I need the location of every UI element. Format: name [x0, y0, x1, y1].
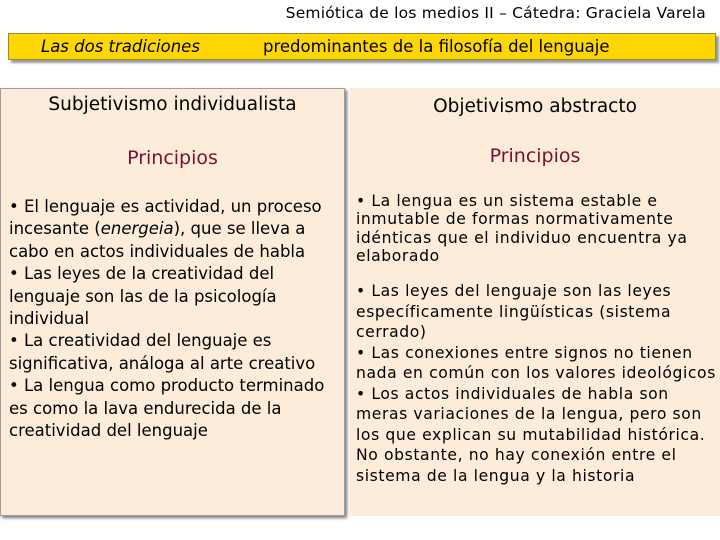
right-bullet-2: • Las leyes del lenguaje son las leyes específicamente lingüísticas (sistema cerrado): [356, 282, 672, 341]
right-bullet-4: • Los actos individuales de habla son meras variaciones de la lengua, pero son los que explican su mutabilidad histórica. No obstante, no hay conexión entre el sistema de la lengua y la historia: [356, 384, 706, 485]
left-bullet-list: [9, 196, 341, 442]
right-bullet-list: [356, 281, 716, 486]
right-column-panel: [350, 88, 720, 516]
right-bullet-3: • Las conexiones entre signos no tienen nada en común con los valores ideológicos: [356, 343, 716, 382]
right-column-title: Objetivismo abstracto: [433, 96, 637, 117]
left-bullet-4: • La lengua como producto terminado es como la lava endurecida de la creatividad del lenguaje: [9, 376, 325, 441]
left-bullet-2: • Las leyes de la creatividad del lenguaje son las de la psicología individual: [9, 264, 277, 329]
left-column-panel: [0, 88, 345, 516]
left-bullet-3: • La creatividad del lenguaje es significativa, análoga al arte creativo: [9, 331, 316, 373]
topic-banner: [8, 33, 716, 60]
right-bullet-1: • La lengua es un sistema estable e inmutable de formas normativamente idénticas que el individuo encuentra ya elaborado: [356, 192, 688, 266]
right-bullet-list-top: [356, 192, 716, 266]
left-bullet-1: • El lenguaje es actividad, un proceso incesante (energeia), que se lleva a cabo en actos individuales de habla: [9, 197, 322, 261]
energeia-term: energeia: [100, 219, 174, 239]
course-title: Semiótica de los medios II – Cátedra: Graciela Varela: [285, 4, 706, 22]
banner-right-text: predominantes de la filosofía del lenguaje: [263, 37, 610, 56]
left-column-subtitle: Principios: [127, 147, 218, 169]
banner-left-text: Las dos tradiciones: [41, 37, 200, 56]
left-column-title: Subjetivismo individualista: [48, 94, 297, 115]
right-column-subtitle: Principios: [489, 145, 581, 167]
